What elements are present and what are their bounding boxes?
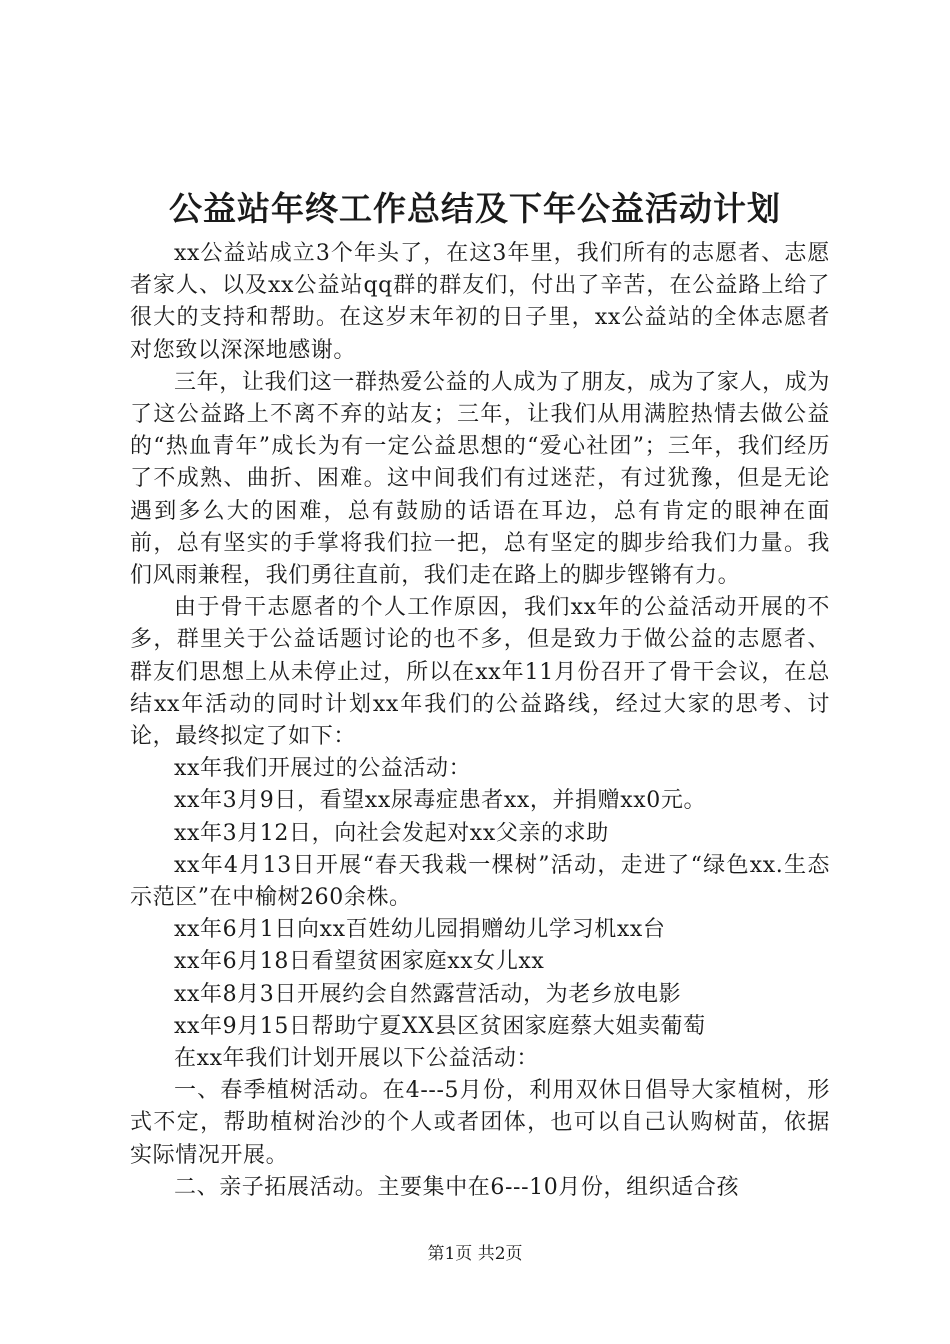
planned-activities-heading: 在xx年我们计划开展以下公益活动： — [174, 1046, 540, 1072]
past-activity-item: xx年3月12日，向社会发起对xx父亲的求助 — [174, 820, 609, 846]
past-activity-item: xx年9月15日帮助宁夏XX县区贫困家庭蔡大姐卖葡萄 — [174, 1013, 706, 1039]
planned-activity-item: 一、春季植树活动。在4---5月份，利用双休日倡导大家植树，形式不定，帮助植树治沙的个人或者团体，也可以自己认购树苗，依据实际情况开展。 — [130, 1078, 830, 1168]
past-activity-item: xx年8月3日开展约会自然露营活动，为老乡放电影 — [174, 981, 682, 1007]
page-number-footer: 第1页 共2页 — [427, 1244, 523, 1264]
past-activity-item: xx年6月18日看望贫困家庭xx女儿xx — [174, 949, 545, 975]
paragraph-backbone-meeting: 由于骨干志愿者的个人工作原因，我们xx年的公益活动开展的不多，群里关于公益话题讨论的也不多，但是致力于做公益的志愿者、群友们思想上从未停止过，所以在xx年11月份召开了骨干会议，在总结xx年活动的同时计划xx年我们的公益路线，经过大家的思考、讨论，最终拟定了如下： — [130, 595, 830, 750]
planned-activity-item: 二、亲子拓展活动。主要集中在6---10月份，组织适合孩 — [174, 1174, 740, 1200]
past-activity-item: xx年3月9日，看望xx尿毒症患者xx，并捐赠xx0元。 — [174, 788, 707, 814]
paragraph-three-years: 三年，让我们这一群热爱公益的人成为了朋友，成为了家人，成为了这公益路上不离不弃的站友；三年，让我们从用满腔热情去做公益的“热血青年”成长为有一定公益思想的“爱心社团”；三年，我们经历了不成熟、曲折、困难。这中间我们有过迷茫，有过犹豫，但是无论遇到多么大的困难，总有鼓励的话语在耳边，总有肯定的眼神在面前，总有坚实的手掌将我们拉一把，总有坚定的脚步给我们力量。我们风雨兼程，我们勇往直前，我们走在路上的脚步铿锵有力。 — [130, 369, 830, 589]
past-activities-heading: xx年我们开展过的公益活动： — [174, 756, 472, 782]
document-body — [130, 238, 830, 1204]
past-activity-item: xx年4月13日开展“春天我栽一棵树”活动，走进了“绿色xx.生态示范区”在中榆树260余株。 — [130, 852, 830, 911]
past-activity-item: xx年6月1日向xx百姓幼儿园捐赠幼儿学习机xx台 — [174, 917, 666, 943]
paragraph-intro: xx公益站成立3个年头了，在这3年里，我们所有的志愿者、志愿者家人、以及xx公益站qq群的群友们，付出了辛苦，在公益路上给了很大的支持和帮助。在这岁末年初的日子里，xx公益站的全体志愿者对您致以深深地感谢。 — [130, 241, 830, 363]
document-title: 公益站年终工作总结及下年公益活动计划 — [169, 189, 781, 228]
